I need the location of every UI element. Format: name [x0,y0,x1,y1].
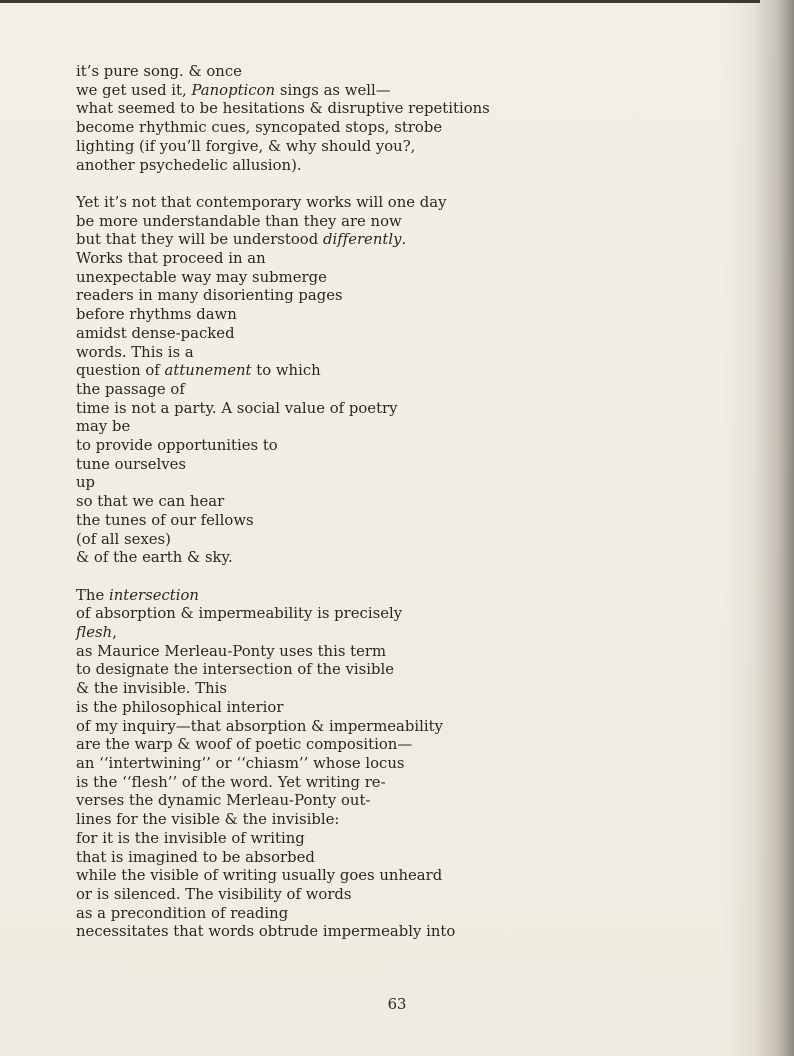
text-line: that is imagined to be absorbed [76,848,315,866]
body-text [76,63,716,961]
text-line: may be [76,418,131,436]
text-line: amidst dense-packed [76,324,235,342]
text-line: an ‘‘intertwining’’ or ‘‘chiasm’’ whose locus [76,754,405,772]
text-line: of absorption & impermeability is precisely [76,605,403,623]
text-line: flesh, [76,624,117,642]
stanza-3 [76,587,716,942]
text-line: so that we can hear [76,493,225,511]
text-line: lighting (if you’ll forgive, & why should you?, [76,137,416,155]
text-line: time is not a party. A social value of poetry [76,399,398,417]
text-line: to provide opportunities to [76,437,278,455]
text-line: for it is the invisible of writing [76,829,305,847]
text-line: is the philosophical interior [76,698,284,716]
text-line: words. This is a [76,343,194,361]
text-line: Works that proceed in an [76,250,266,268]
text-line: we get used it, Panopticon sings as well— [76,81,391,99]
text-line: The intersection [76,586,199,604]
text-line: but that they will be understood differently. [76,231,407,249]
text-line: verses the dynamic Merleau-Ponty out- [76,792,371,810]
text-line: & of the earth & sky. [76,549,233,567]
text-line: the tunes of our fellows [76,511,254,529]
text-line: before rhythms dawn [76,306,237,324]
text-line: lines for the visible & the invisible: [76,811,340,829]
page-number: 63 [387,996,407,1013]
text-line: the passage of [76,380,185,398]
text-line: question of attunement to which [76,362,321,380]
text-line: up [76,474,96,492]
text-line: are the warp & woof of poetic composition— [76,736,413,754]
text-line: tune ourselves [76,455,187,473]
text-line: another psychedelic allusion). [76,156,302,174]
text-line: or is silenced. The visibility of words [76,885,352,903]
text-line: & the invisible. This [76,680,228,698]
text-line: what seemed to be hesitations & disruptive repetitions [76,100,490,118]
text-line: be more understandable than they are now [76,212,402,230]
text-line: become rhythmic cues, syncopated stops, strobe [76,119,443,137]
text-line: while the visible of writing usually goes unheard [76,867,443,885]
text-line: as a precondition of reading [76,904,289,922]
top-edge-line [0,0,760,3]
text-line: (of all sexes) [76,530,171,548]
text-line: of my inquiry—that absorption & impermeability [76,717,443,735]
text-line: is the ‘‘flesh’’ of the word. Yet writing re- [76,773,386,791]
text-line: as Maurice Merleau-Ponty uses this term [76,642,387,660]
stanza-1 [76,63,716,175]
text-line: to designate the intersection of the visible [76,661,395,679]
text-line: Yet it’s not that contemporary works will one day [76,193,447,211]
text-line: unexpectable way may submerge [76,268,327,286]
stanza-2 [76,194,716,568]
text-line: it’s pure song. & once [76,63,242,80]
text-line: necessitates that words obtrude impermeably into [76,923,456,941]
text-line: readers in many disorienting pages [76,287,343,305]
